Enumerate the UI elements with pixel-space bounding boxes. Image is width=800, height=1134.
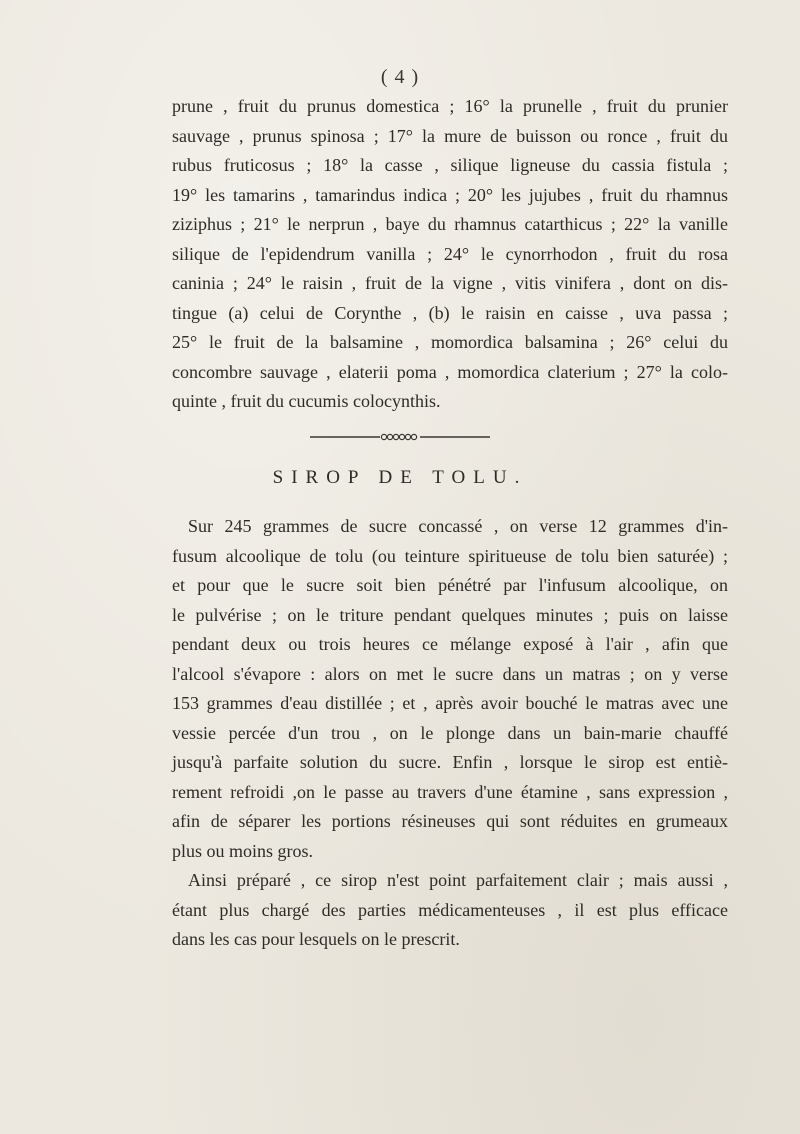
intro-paragraph (172, 92, 728, 417)
text-line: ziziphus ; 21° le nerprun , baye du rhamnus catarthicus ; 22° la vanille (172, 214, 728, 234)
text-line: étant plus chargé des parties médicamenteuses , il est plus efficace (172, 899, 728, 920)
text-line: Ainsi préparé , ce sirop n'est point parfaitement clair ; mais aussi , (188, 870, 728, 890)
body-paragraph (172, 512, 728, 955)
text-line: vessie percée d'un trou , on le plonge dans un bain-marie chauffé (172, 722, 728, 743)
text-line: 19° les tamarins , tamarindus indica ; 20° les jujubes , fruit du rhamnus (172, 184, 728, 205)
page-number: ( 4 ) (380, 66, 420, 88)
text-line: silique de l'epidendrum vanilla ; 24° le cynorrhodon , fruit du rosa (172, 243, 728, 264)
text-line: 25° le fruit de la balsamine , momordica balsamina ; 26° celui du (172, 332, 728, 352)
text-line: fusum alcoolique de tolu (ou teinture spiritueuse de tolu bien saturée) ; (172, 545, 728, 566)
text-line: sauvage , prunus spinosa ; 17° la mure de buisson ou ronce , fruit du (172, 125, 728, 146)
section-title: SIROP DE TOLU. (272, 467, 528, 488)
text-line: prune , fruit du prunus domestica ; 16° la prunelle , fruit du prunier (172, 96, 728, 116)
text-line: afin de séparer les portions résineuses qui sont réduites en grumeaux (172, 811, 728, 831)
text-line: pendant deux ou trois heures ce mélange exposé à l'air , afin que (172, 634, 728, 654)
text-line: dans les cas pour lesquels on le prescrit. (172, 929, 460, 949)
text-line: plus ou moins gros. (172, 840, 314, 861)
text-line: et pour que le sucre soit bien pénétré par l'infusum alcoolique, on (172, 575, 728, 595)
text-line: concombre sauvage , elaterii poma , momordica claterium ; 27° la colo- (172, 361, 728, 382)
text-line: tingue (a) celui de Corynthe , (b) le raisin en caisse , uva passa ; (172, 302, 728, 323)
text-line: Sur 245 grammes de sucre concassé , on verse 12 grammes d'in- (188, 516, 728, 536)
text-line: rubus fruticosus ; 18° la casse , silique ligneuse du cassia fistula ; (172, 155, 728, 175)
text-line: caninia ; 24° le raisin , fruit de la vigne , vitis vinifera , dont on dis- (172, 273, 728, 293)
text-line: 153 grammes d'eau distillée ; et , après avoir bouché le matras avec une (172, 693, 728, 713)
ornament-divider (310, 433, 490, 441)
text-line: jusqu'à parfaite solution du sucre. Enfin , lorsque le sirop est entiè- (172, 752, 728, 772)
text-line: quinte , fruit du cucumis colocynthis. (172, 391, 441, 411)
text-line: l'alcool s'évapore : alors on met le sucre dans un matras ; on y verse (172, 663, 728, 684)
text-line: rement refroidi ,on le passe au travers d'une étamine , sans expression , (172, 781, 728, 802)
text-line: le pulvérise ; on le triture pendant quelques minutes ; puis on laisse (172, 604, 728, 625)
